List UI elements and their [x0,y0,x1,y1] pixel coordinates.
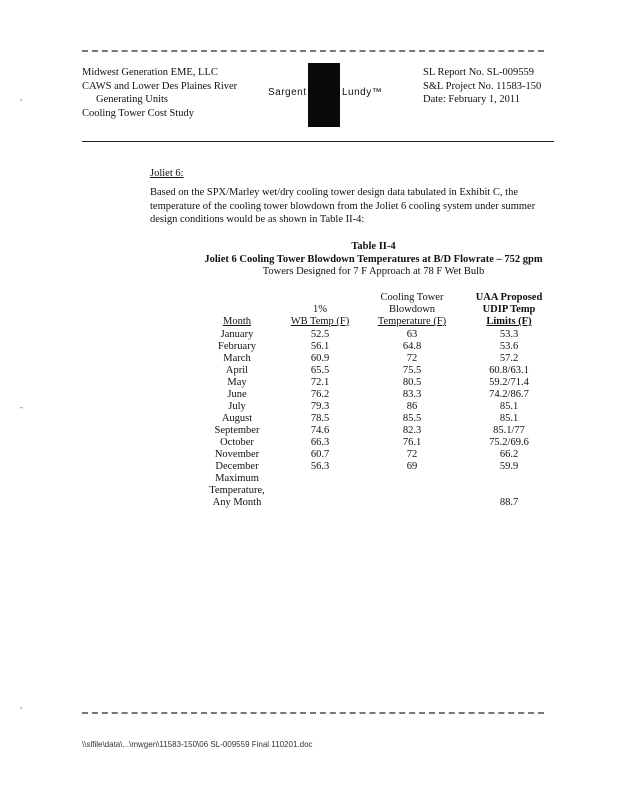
table-max-row [200,473,560,509]
table-label: Table II-4 [351,241,396,252]
table-row [200,413,560,425]
section-paragraph: Based on the SPX/Marley wet/dry cooling tower design data tabulated in Exhibit C, the temperature of the cooling tower blowdown from the Joliet 6 cooling system under summer design conditions would be as shown in Table II-4: [150,187,536,225]
footer-file-path: \\slfile\data\...\mwgen\11583-150\06 SL-009559 Final 110201.doc [82,740,313,749]
company-logo [268,63,388,127]
section-title: Joliet 6: [150,168,184,179]
col-header-blowdown: Cooling Tower Blowdown Temperature (F) [377,292,447,327]
table-title: Joliet 6 Cooling Tower Blowdown Temperatures at B/D Flowrate – 752 gpm [204,253,543,265]
header-right-block [423,66,541,107]
table-row [200,341,560,353]
cell-limit: 66.2 [499,449,519,460]
col-header-wb: 1% WB Temp (F) [290,304,350,327]
col-header-uaa: UAA Proposed UDIP Temp Limits (F) [475,292,543,327]
table-row [200,389,560,401]
cell-month: December [215,461,259,472]
margin-mark: , [20,92,23,102]
cell-limit: 59.9 [499,461,519,472]
header-left-block [82,66,237,120]
footer-rule [82,712,544,714]
cell-blowdown: 86 [406,401,418,412]
header-project: CAWS and Lower Des Plaines River [82,80,238,92]
cell-limit: 85.1 [499,401,519,412]
cell-month: January [220,329,254,340]
cell-month: February [218,341,256,352]
cell-limit: 85.1/77 [493,425,525,436]
cell-blowdown: 75.5 [402,365,422,376]
header-report-no: SL Report No. SL-009559 [423,67,535,78]
table-subtitle: Towers Designed for 7 F Approach at 78 F Wet Bulb [262,266,485,277]
table-header-row [200,292,560,329]
cell-wb: 60.9 [310,353,330,364]
margin-mark: , [20,700,23,710]
margin-mark: - [20,402,23,412]
cell-wb: 79.3 [310,401,330,412]
cell-limit: 75.2/69.6 [489,437,529,448]
cell-month: October [220,437,254,448]
cell-month: May [227,377,247,388]
cell-blowdown: 72 [406,449,418,460]
cell-blowdown: 72 [406,353,418,364]
cell-limit: 85.1 [499,413,519,424]
cell-blowdown: 82.3 [402,425,422,436]
cell-month: July [228,401,246,412]
header-client: Midwest Generation EME, LLC [82,67,218,78]
logo-word-right: Lundy™ [342,87,383,98]
cell-wb: 76.2 [310,389,330,400]
cell-wb: 52.5 [310,329,330,340]
cell-limit: 57.2 [499,353,519,364]
cell-limit: 53.3 [499,329,519,340]
table-row [200,461,560,473]
cell-blowdown: 76.1 [402,437,422,448]
header-divider [82,141,554,142]
header-study: Cooling Tower Cost Study [82,107,194,119]
cell-limit: 59.2/71.4 [489,377,529,388]
cell-wb: 72.1 [310,377,330,388]
table-row [200,401,560,413]
cell-month: November [214,449,260,460]
max-row-value: 88.7 [499,497,519,508]
cell-blowdown: 69 [406,461,418,472]
cell-blowdown: 63 [406,329,418,340]
cell-wb: 74.6 [310,425,330,436]
logo-black-block [308,63,340,127]
cell-limit: 74.2/86.7 [489,389,529,400]
table-row [200,449,560,461]
table-row [200,329,560,341]
cell-wb: 78.5 [310,413,330,424]
table-row [200,353,560,365]
cell-blowdown: 83.3 [402,389,422,400]
table-row [200,365,560,377]
cell-month: June [227,389,247,400]
cell-wb: 56.1 [310,341,330,352]
cell-month: April [225,365,249,376]
max-row-label: Maximum Temperature, Any Month [209,473,265,508]
temperature-table [200,292,560,509]
cell-limit: 60.8/63.1 [489,365,529,376]
header-top-rule [82,50,544,52]
cell-wb: 66.3 [310,437,330,448]
cell-limit: 53.6 [499,341,519,352]
table-row [200,437,560,449]
cell-blowdown: 64.8 [402,341,422,352]
table-caption [150,241,597,279]
header-project-no: S&L Project No. 11583-150 [423,80,542,92]
cell-blowdown: 80.5 [402,377,422,388]
table-row [200,377,560,389]
header-project-cont: Generating Units [96,94,169,105]
header-date: Date: February 1, 2011 [423,94,521,105]
cell-wb: 60.7 [310,449,330,460]
cell-month: August [221,413,253,424]
cell-wb: 65.5 [310,365,330,376]
col-header-month: Month [222,316,251,327]
cell-month: September [214,425,260,436]
cell-blowdown: 85.5 [402,413,422,424]
cell-wb: 56.3 [310,461,330,472]
cell-month: March [223,353,251,364]
table-row [200,425,560,437]
logo-word-left: Sargent [268,87,307,98]
